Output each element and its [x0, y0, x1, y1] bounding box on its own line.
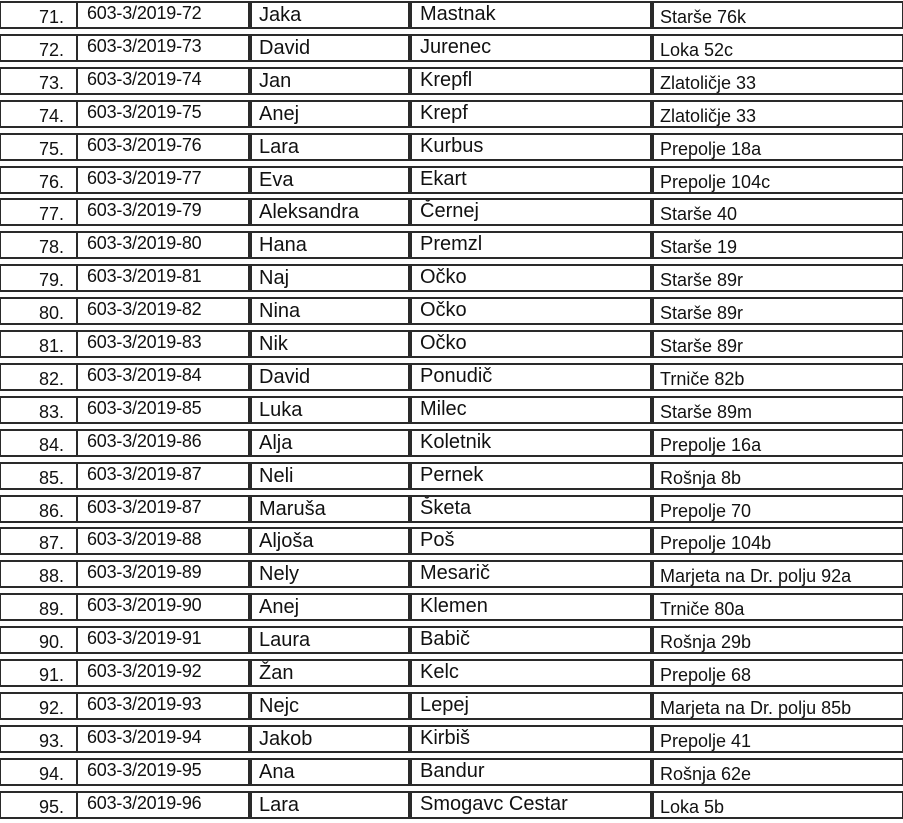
last-name-text: Ekart	[420, 167, 467, 190]
row-number-cell	[0, 1, 78, 29]
last-name-text: Šketa	[420, 496, 472, 519]
row-number-text: 89.	[38, 599, 64, 620]
last-name-text: Lepej	[420, 693, 469, 716]
address-cell	[652, 527, 903, 555]
table-row	[0, 165, 903, 198]
case-number-cell	[76, 330, 250, 358]
row-number-cell	[0, 560, 78, 588]
case-number-text: 603-3/2019-90	[87, 595, 202, 616]
last-name-text: Smogavc Cestar	[420, 792, 568, 815]
first-name-cell	[250, 231, 410, 259]
row-number-cell	[0, 495, 78, 523]
table-row	[0, 395, 903, 428]
address-text: Starše 40	[660, 204, 738, 225]
first-name-text: Anej	[259, 596, 300, 619]
address-cell	[652, 330, 903, 358]
address-text: Trniče 82b	[660, 368, 745, 389]
first-name-cell	[250, 34, 410, 62]
address-text: Marjeta na Dr. polju 85b	[660, 697, 852, 718]
row-number-cell	[0, 363, 78, 391]
case-number-cell	[76, 692, 250, 720]
address-text: Starše 19	[660, 237, 738, 258]
table-row	[0, 625, 903, 658]
row-number-cell	[0, 626, 78, 654]
address-cell	[652, 593, 903, 621]
last-name-cell	[410, 100, 652, 128]
table-row	[0, 559, 903, 592]
row-number-text: 71.	[38, 7, 64, 27]
last-name-cell	[410, 462, 652, 490]
row-number-text: 78.	[38, 237, 64, 258]
table-row	[0, 362, 903, 395]
case-number-cell	[76, 429, 250, 457]
case-number-text: 603-3/2019-93	[87, 693, 202, 714]
row-number-text: 75.	[38, 138, 64, 159]
case-number-cell	[76, 560, 250, 588]
last-name-text: Černej	[420, 200, 479, 223]
address-cell	[652, 626, 903, 654]
row-number-text: 74.	[38, 105, 64, 126]
case-number-cell	[76, 527, 250, 555]
row-number-text: 80.	[38, 303, 64, 324]
last-name-cell	[410, 231, 652, 259]
first-name-cell	[250, 198, 410, 226]
row-number-text: 94.	[38, 763, 64, 784]
case-number-cell	[76, 758, 250, 786]
last-name-text: Poš	[420, 529, 455, 552]
first-name-text: Nejc	[259, 694, 300, 717]
table-row	[0, 691, 903, 724]
case-number-cell	[76, 166, 250, 194]
row-number-cell	[0, 462, 78, 490]
row-number-text: 86.	[38, 500, 64, 521]
last-name-cell	[410, 429, 652, 457]
first-name-text: Lara	[259, 793, 300, 816]
row-number-cell	[0, 100, 78, 128]
case-number-text: 603-3/2019-73	[87, 35, 202, 56]
table-row	[0, 230, 903, 263]
last-name-text: Bandur	[420, 759, 485, 782]
row-number-text: 87.	[38, 533, 64, 554]
address-text: Zlatoličje 33	[660, 105, 757, 126]
first-name-cell	[250, 758, 410, 786]
first-name-cell	[250, 396, 410, 424]
case-number-text: 603-3/2019-82	[87, 299, 202, 320]
address-cell	[652, 495, 903, 523]
row-number-text: 85.	[38, 467, 64, 488]
last-name-cell	[410, 166, 652, 194]
row-number-cell	[0, 659, 78, 687]
case-number-cell	[76, 100, 250, 128]
address-text: Zlatoličje 33	[660, 72, 757, 93]
first-name-cell	[250, 527, 410, 555]
first-name-cell	[250, 659, 410, 687]
last-name-text: Kirbiš	[420, 726, 471, 749]
last-name-cell	[410, 264, 652, 292]
case-number-text: 603-3/2019-85	[87, 397, 202, 418]
row-number-text: 84.	[38, 434, 64, 455]
table-row	[0, 99, 903, 132]
row-number-text: 95.	[38, 796, 64, 817]
last-name-text: Mesarič	[420, 562, 491, 585]
case-number-cell	[76, 363, 250, 391]
last-name-text: Krepf	[420, 101, 468, 124]
last-name-cell	[410, 791, 652, 819]
table-row	[0, 428, 903, 461]
case-number-cell	[76, 791, 250, 819]
case-number-cell	[76, 593, 250, 621]
last-name-cell	[410, 527, 652, 555]
address-cell	[652, 725, 903, 753]
first-name-cell	[250, 166, 410, 194]
last-name-text: Očko	[420, 299, 467, 322]
row-number-cell	[0, 231, 78, 259]
case-number-text: 603-3/2019-76	[87, 134, 202, 155]
first-name-text: Žan	[259, 662, 294, 684]
first-name-cell	[250, 1, 410, 29]
row-number-text: 92.	[38, 697, 64, 718]
first-name-text: Nina	[259, 300, 301, 323]
last-name-cell	[410, 725, 652, 753]
address-cell	[652, 198, 903, 226]
first-name-text: David	[259, 36, 311, 59]
row-number-text: 81.	[38, 336, 64, 356]
table-row	[0, 329, 903, 362]
first-name-text: Jaka	[259, 4, 302, 26]
address-cell	[652, 692, 903, 720]
case-number-text: 603-3/2019-91	[87, 628, 202, 649]
row-number-cell	[0, 330, 78, 358]
first-name-cell	[250, 462, 410, 490]
table-row	[0, 0, 903, 33]
address-cell	[652, 659, 903, 687]
first-name-text: Nik	[259, 333, 288, 355]
case-number-text: 603-3/2019-96	[87, 792, 202, 813]
address-text: Prepolje 68	[660, 665, 752, 685]
case-number-text: 603-3/2019-92	[87, 661, 202, 681]
row-number-cell	[0, 593, 78, 621]
address-text: Prepolje 41	[660, 730, 752, 751]
address-text: Trniče 80a	[660, 599, 745, 620]
last-name-text: Klemen	[420, 595, 488, 618]
case-number-cell	[76, 659, 250, 687]
case-number-cell	[76, 396, 250, 424]
address-text: Prepolje 70	[660, 500, 752, 521]
last-name-cell	[410, 396, 652, 424]
case-number-text: 603-3/2019-80	[87, 233, 202, 254]
case-number-cell	[76, 462, 250, 490]
address-cell	[652, 100, 903, 128]
case-number-text: 603-3/2019-84	[87, 364, 202, 385]
case-number-cell	[76, 231, 250, 259]
address-cell	[652, 231, 903, 259]
first-name-text: Jan	[259, 69, 292, 92]
case-number-text: 603-3/2019-86	[87, 430, 202, 451]
last-name-text: Premzl	[420, 233, 483, 256]
table-row	[0, 66, 903, 99]
table-row	[0, 33, 903, 66]
case-number-text: 603-3/2019-74	[87, 68, 202, 89]
row-number-text: 77.	[38, 204, 64, 225]
address-cell	[652, 758, 903, 786]
table-row	[0, 132, 903, 165]
case-number-text: 603-3/2019-95	[87, 759, 202, 780]
case-number-cell	[76, 297, 250, 325]
address-cell	[652, 1, 903, 29]
address-text: Starše 89r	[660, 303, 744, 324]
first-name-cell	[250, 297, 410, 325]
first-name-text: Lara	[259, 135, 300, 158]
row-number-cell	[0, 758, 78, 786]
address-text: Starše 89m	[660, 401, 753, 422]
address-text: Loka 52c	[660, 39, 734, 60]
table-row	[0, 197, 903, 230]
address-cell	[652, 429, 903, 457]
case-number-text: 603-3/2019-81	[87, 266, 202, 287]
case-number-text: 603-3/2019-94	[87, 726, 202, 747]
row-number-text: 79.	[38, 270, 64, 291]
address-text: Prepolje 104b	[660, 533, 772, 554]
first-name-cell	[250, 560, 410, 588]
case-number-text: 603-3/2019-87	[87, 463, 202, 484]
last-name-cell	[410, 758, 652, 786]
first-name-text: Luka	[259, 398, 303, 421]
last-name-text: Jurenec	[420, 35, 492, 58]
table-row	[0, 658, 903, 691]
first-name-text: Neli	[259, 464, 294, 487]
address-cell	[652, 791, 903, 819]
row-number-cell	[0, 264, 78, 292]
first-name-text: Aleksandra	[259, 201, 360, 224]
last-name-cell	[410, 330, 652, 358]
last-name-text: Kurbus	[420, 134, 484, 157]
last-name-cell	[410, 198, 652, 226]
case-number-cell	[76, 725, 250, 753]
first-name-cell	[250, 100, 410, 128]
last-name-cell	[410, 67, 652, 95]
address-text: Prepolje 104c	[660, 171, 771, 192]
case-number-cell	[76, 264, 250, 292]
table-row	[0, 263, 903, 296]
row-number-text: 82.	[38, 368, 64, 389]
table-row	[0, 526, 903, 559]
address-cell	[652, 560, 903, 588]
first-name-cell	[250, 429, 410, 457]
table-row	[0, 296, 903, 329]
last-name-cell	[410, 626, 652, 654]
address-text: Rošnja 29b	[660, 632, 752, 653]
first-name-cell	[250, 330, 410, 358]
address-text: Prepolje 16a	[660, 434, 762, 455]
address-cell	[652, 34, 903, 62]
last-name-text: Koletnik	[420, 430, 492, 453]
first-name-text: Anej	[259, 102, 300, 125]
address-text: Marjeta na Dr. polju 92a	[660, 566, 852, 587]
table-row	[0, 494, 903, 527]
last-name-cell	[410, 692, 652, 720]
address-cell	[652, 67, 903, 95]
first-name-text: Laura	[259, 629, 311, 652]
row-number-text: 91.	[38, 665, 64, 685]
row-number-text: 93.	[38, 730, 64, 751]
first-name-cell	[250, 593, 410, 621]
address-text: Rošnja 8b	[660, 467, 742, 488]
address-cell	[652, 264, 903, 292]
address-cell	[652, 462, 903, 490]
first-name-cell	[250, 626, 410, 654]
case-number-text: 603-3/2019-72	[87, 3, 202, 23]
last-name-cell	[410, 363, 652, 391]
row-number-cell	[0, 429, 78, 457]
case-number-cell	[76, 1, 250, 29]
row-number-text: 73.	[38, 72, 64, 93]
last-name-text: Krepfl	[420, 68, 473, 91]
row-number-cell	[0, 133, 78, 161]
address-cell	[652, 396, 903, 424]
address-cell	[652, 297, 903, 325]
table-row	[0, 757, 903, 790]
case-number-text: 603-3/2019-89	[87, 562, 202, 583]
row-number-text: 90.	[38, 632, 64, 653]
address-text: Prepolje 18a	[660, 138, 762, 159]
row-number-cell	[0, 396, 78, 424]
table-row	[0, 724, 903, 757]
first-name-cell	[250, 495, 410, 523]
row-number-text: 76.	[38, 171, 64, 192]
last-name-text: Očko	[420, 332, 467, 354]
case-number-cell	[76, 67, 250, 95]
case-number-cell	[76, 34, 250, 62]
last-name-text: Očko	[420, 266, 467, 289]
last-name-text: Ponudič	[420, 364, 493, 387]
case-number-text: 603-3/2019-87	[87, 496, 202, 517]
first-name-cell	[250, 725, 410, 753]
last-name-cell	[410, 560, 652, 588]
row-number-cell	[0, 725, 78, 753]
address-text: Rošnja 62e	[660, 763, 752, 784]
first-name-cell	[250, 67, 410, 95]
row-number-cell	[0, 67, 78, 95]
case-number-text: 603-3/2019-83	[87, 332, 202, 352]
table-row	[0, 592, 903, 625]
case-number-text: 603-3/2019-75	[87, 101, 202, 122]
case-number-cell	[76, 198, 250, 226]
row-number-cell	[0, 198, 78, 226]
address-cell	[652, 133, 903, 161]
address-text: Starše 76k	[660, 7, 747, 27]
first-name-cell	[250, 791, 410, 819]
case-number-cell	[76, 626, 250, 654]
first-name-cell	[250, 363, 410, 391]
last-name-cell	[410, 1, 652, 29]
row-number-cell	[0, 692, 78, 720]
first-name-cell	[250, 692, 410, 720]
case-number-cell	[76, 133, 250, 161]
first-name-text: Eva	[259, 168, 294, 191]
last-name-cell	[410, 659, 652, 687]
first-name-text: Aljoša	[259, 530, 314, 553]
row-number-cell	[0, 791, 78, 819]
first-name-text: Ana	[259, 760, 295, 783]
first-name-text: Maruša	[259, 497, 326, 520]
first-name-cell	[250, 264, 410, 292]
address-text: Loka 5b	[660, 796, 725, 817]
row-number-cell	[0, 34, 78, 62]
case-number-cell	[76, 495, 250, 523]
row-number-cell	[0, 527, 78, 555]
address-cell	[652, 166, 903, 194]
address-text: Starše 89r	[660, 270, 744, 291]
last-name-cell	[410, 495, 652, 523]
case-number-text: 603-3/2019-77	[87, 167, 202, 188]
last-name-cell	[410, 297, 652, 325]
table-row	[0, 790, 903, 823]
last-name-text: Kelc	[420, 661, 459, 683]
row-number-text: 83.	[38, 401, 64, 422]
case-number-text: 603-3/2019-88	[87, 529, 202, 550]
case-number-text: 603-3/2019-79	[87, 200, 202, 221]
last-name-text: Mastnak	[420, 3, 496, 25]
first-name-text: Hana	[259, 234, 307, 257]
last-name-cell	[410, 34, 652, 62]
table-row	[0, 461, 903, 494]
first-name-text: Nely	[259, 563, 300, 586]
first-name-text: Alja	[259, 431, 293, 454]
first-name-text: Jakob	[259, 727, 313, 750]
first-name-text: Naj	[259, 267, 290, 290]
address-cell	[652, 363, 903, 391]
first-name-cell	[250, 133, 410, 161]
last-name-cell	[410, 593, 652, 621]
first-name-text: David	[259, 365, 311, 388]
last-name-cell	[410, 133, 652, 161]
row-number-cell	[0, 297, 78, 325]
row-number-cell	[0, 166, 78, 194]
row-number-text: 72.	[38, 39, 64, 60]
last-name-text: Milec	[420, 397, 467, 420]
last-name-text: Pernek	[420, 463, 484, 486]
last-name-text: Babič	[420, 628, 471, 651]
row-number-text: 88.	[38, 566, 64, 587]
address-text: Starše 89r	[660, 336, 744, 356]
